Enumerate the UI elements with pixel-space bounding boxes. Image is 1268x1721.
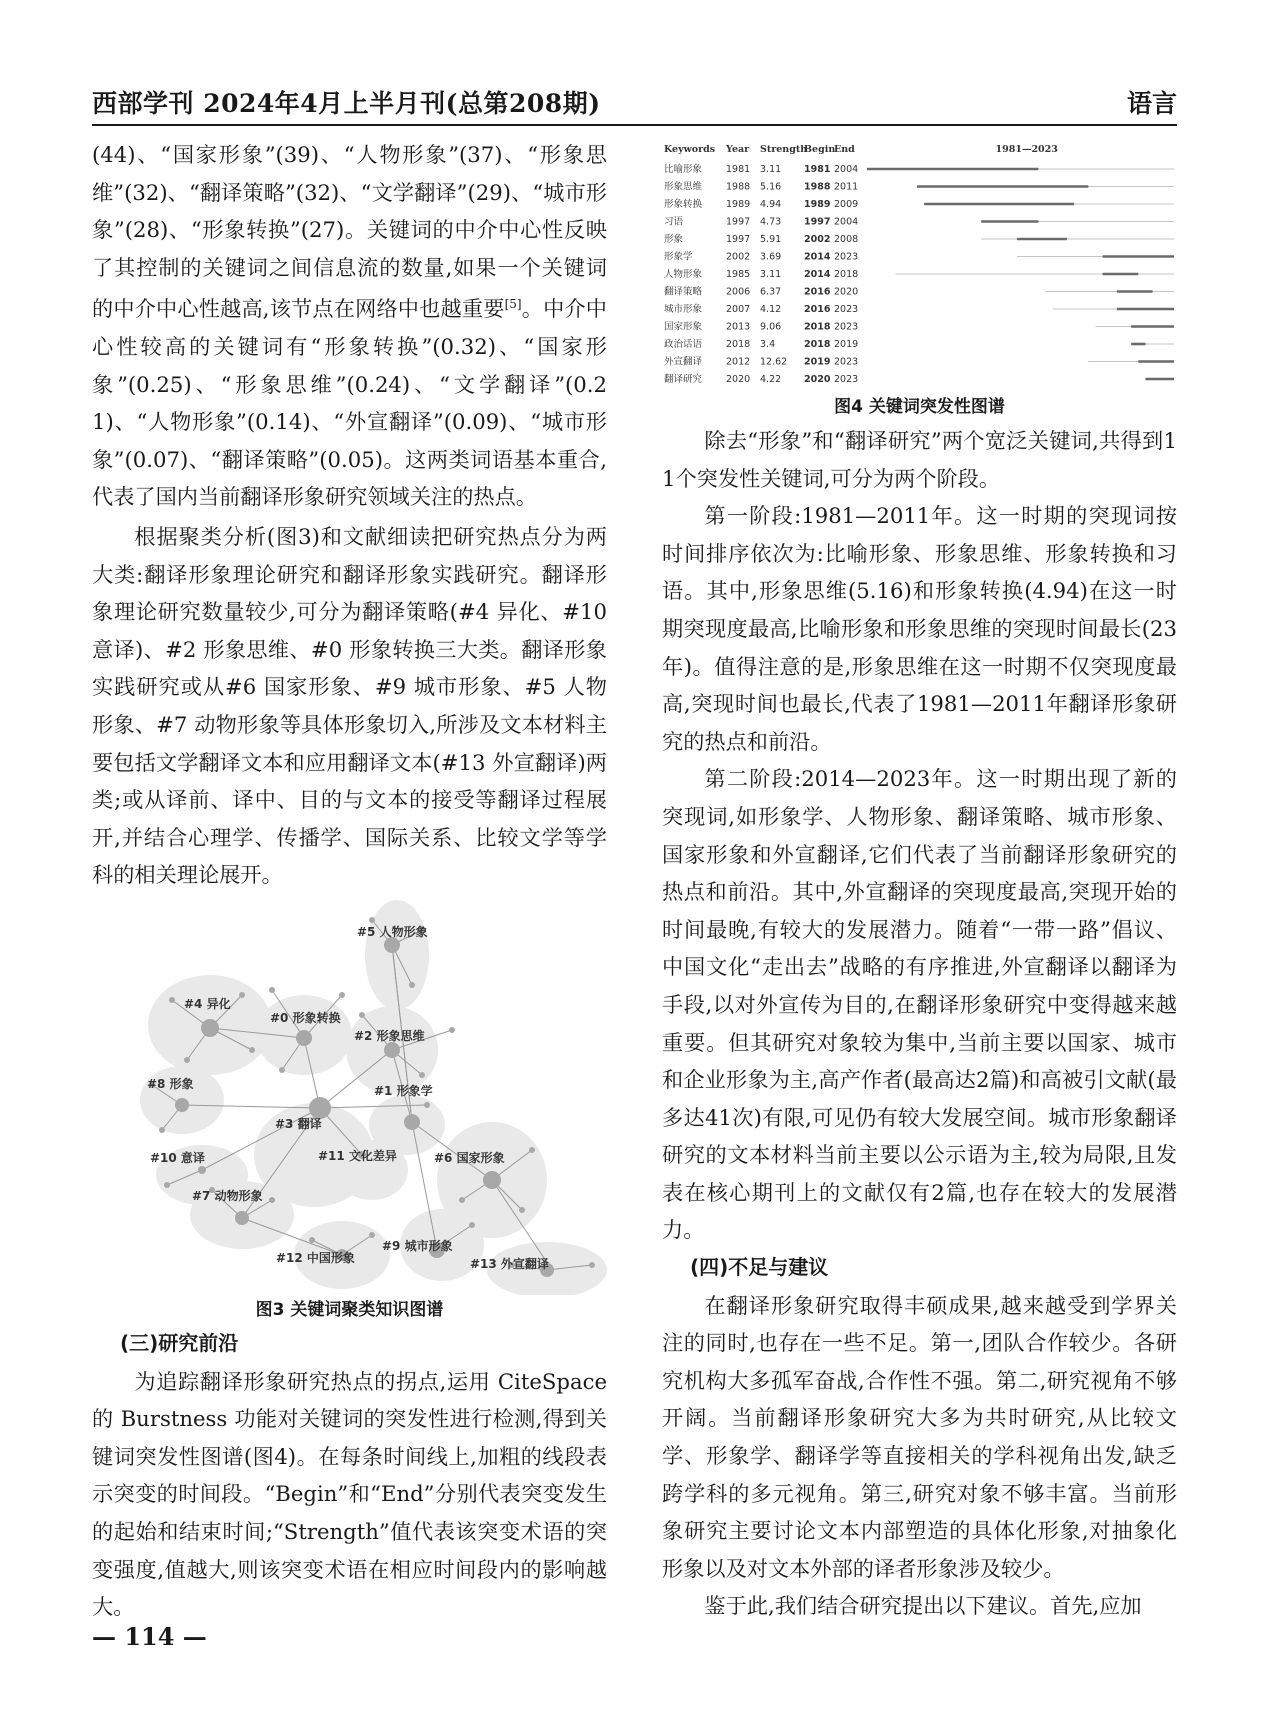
burst-keyword: 习语 [664,216,684,228]
burst-strength: 6.37 [760,286,782,298]
burst-header-cell: Begin [804,144,836,155]
burst-end: 2019 [834,339,859,350]
cluster-label: #11 文化差异 [318,1148,397,1163]
burst-keyword: 形象转换 [664,199,703,210]
burst-row [664,163,1174,175]
burst-end: 2023 [834,356,859,368]
cluster-label: #3 翻译 [275,1116,322,1131]
burst-year: 2018 [726,339,751,350]
paragraph: 第二阶段:2014—2023年。这一时期出现了新的突现词,如形象学、人物形象、翻译策略、城市形象、国家形象和外宣翻译,它们代表了当前翻译形象研究的热点和前沿。其中,外宣翻译的突现度最高,突现开始的时间最晚,有较大的发展潜力。随着“一带一路”倡议、中国文化“走出去”战略的有序推进,外宣翻译以翻译为手段,以对外宣传为目的,在翻译形象研究中变得越来越重要。但其研究对象较为集中,当前主要以国家、城市和企业形象为主,高产作者(最高达2篇)和高被引文献(最多达41次)有限,可见仍有较大发展空间。城市形象翻译研究的文本材料当前主要以公示语为主,较为局限,且发表在核心期刊上的文献仅有2篇,也存在较大的发展潜力。 [662,766,1177,1243]
burst-year: 1997 [726,216,751,228]
cluster-label: #8 形象 [147,1076,194,1091]
burst-year: 2020 [726,374,751,385]
burst-strength: 3.4 [760,339,776,350]
burst-end: 2004 [834,216,859,228]
section-label: 语言 [1126,89,1177,118]
cluster-label: #13 外宣翻译 [470,1256,549,1271]
figure-4-burst-table [662,140,1177,390]
burst-strength: 4.94 [760,199,782,210]
burst-year: 1985 [726,269,751,280]
text: (44)、“国家形象”(39)、“人物形象”(37)、“形象思维”(32)、“翻译策略”(32)、“文学翻译”(29)、“城市形象”(28)、“形象转换”(27)。关键词的中介中心性反映了其控制的关键词之间信息流的数量,如果一个关键词的中介中心性越高,该节点在网络中也越重要 [92,142,607,322]
burst-range-label: 1981—2023 [995,144,1058,155]
burst-strength: 3.11 [760,164,782,175]
burst-begin: 1981 [804,164,831,175]
burst-strength: 3.11 [760,269,782,280]
hub-node [296,1030,312,1046]
burst-strength: 5.91 [760,234,782,245]
burst-begin: 2018 [804,339,831,350]
burst-year: 2013 [726,321,751,333]
cluster-label: #1 形象学 [374,1083,433,1098]
burst-header-cell: Year [726,144,750,155]
subsection-heading: (三)研究前沿 [120,1330,239,1355]
burst-row [664,251,1174,263]
figure-3-caption: 图3 关键词聚类知识图谱 [255,1299,444,1320]
figure-3-cluster-map [92,900,607,1295]
page-number: — 114 — [92,1622,207,1651]
hub-node [175,1098,189,1112]
burst-keyword: 政治话语 [664,339,703,350]
burst-header-cell: End [834,144,855,155]
burst-begin: 2016 [804,286,831,298]
cluster-label: #0 形象转换 [270,1010,341,1025]
burst-strength: 5.16 [760,181,782,193]
burst-header-cell: Keywords [664,144,716,155]
subsection-heading: (四)不足与建议 [690,1255,829,1280]
burst-end: 2018 [834,269,859,280]
burst-end: 2011 [834,181,859,193]
paragraph: 在翻译形象研究取得丰硕成果,越来越受到学界关注的同时,也存在一些不足。第一,团队合作较少。各研究机构大多孤军奋战,合作性不强。第二,研究视角不够开阔。当前翻译形象研究大多为共时研究,从比较文学、形象学、翻译学等直接相关的学科视角出发,缺乏跨学科的多元视角。第三,研究对象不够丰富。当前形象研究主要讨论文本内部塑造的具体化形象,对抽象化形象以及对文本外部的译者形象涉及较少。 [662,1292,1177,1581]
page-header [92,82,1177,118]
paragraph: 为追踪翻译形象研究热点的拐点,运用 CiteSpace 的 Burstness 功能对关键词的突发性进行检测,得到关键词突发性图谱(图4)。在每条时间线上,加粗的线段表示突变的时间段。“Begin”和“End”分别代表突变发生的起始和结束时间;“Strength”值代表该突变术语的突变强度,值越大,则该突变术语在相应时间段内的影响越大。 [92,1368,607,1620]
hub-node [384,937,400,953]
burst-year: 1989 [726,199,751,210]
burst-end: 2023 [834,321,859,333]
reference-mark[interactable]: [5] [504,297,522,312]
burst-year: 2012 [726,356,751,368]
paragraph: 根据聚类分析(图3)和文献细读把研究热点分为两大类:翻译形象理论研究和翻译形象实践研究。翻译形象理论研究数量较少,可分为翻译策略(#4 异化、#10 意译)、#2 形象思维、#0 形象转换三大类。翻译形象实践研究或从#6 国家形象、#9 城市形象、#5 人物形象、#7 动物形象等具体形象切入,所涉及文本材料主要包括文学翻译文本和应用翻译文本(#13 外宣翻译)两类;或从译前、译中、目的与文本的接受等翻译过程展开,并结合心理学、传播学、国际关系、比较文学等学科的相关理论展开。 [92,524,607,888]
burst-year: 1997 [726,234,751,245]
hub-node [384,1042,400,1058]
burst-end: 2020 [834,286,859,298]
burst-end: 2023 [834,304,859,315]
burst-end: 2023 [834,251,859,263]
burst-keyword: 外宣翻译 [664,356,703,368]
hub-node [404,1114,420,1130]
burst-year: 1988 [726,181,751,193]
burst-row [664,321,1174,333]
journal-title: 西部学刊 2024年4月上半月刊(总第208期) [92,89,601,118]
hub-node [235,1211,249,1225]
cluster-label: #2 形象思维 [354,1028,425,1043]
cluster-label: #5 人物形象 [357,924,428,939]
burst-header-cell: Strength [760,144,808,155]
header-rule [92,124,1177,126]
burst-strength: 9.06 [760,321,782,333]
burst-row [664,338,1174,350]
burst-row [664,217,1174,228]
cluster-label: #7 动物形象 [192,1188,263,1203]
cluster-label: #9 城市形象 [382,1238,453,1253]
burst-keyword: 国家形象 [664,321,703,333]
burst-year: 2002 [726,251,751,263]
burst-year: 2006 [726,286,751,298]
burst-row [664,268,1174,280]
hub-node [483,1171,501,1189]
burst-end: 2023 [834,374,859,385]
burst-year: 2007 [726,304,751,315]
burst-begin: 1988 [804,181,831,193]
burst-row [664,286,1174,298]
burst-table-rows [664,163,1174,385]
burst-begin: 2019 [804,356,831,368]
cluster-label: #10 意译 [150,1150,205,1165]
burst-row [664,181,1174,193]
burst-keyword: 形象学 [664,251,693,263]
burst-begin: 2020 [804,374,831,385]
figure-4-caption: 图4 关键词突发性图谱 [834,397,1005,417]
burst-keyword: 人物形象 [664,269,703,280]
cluster-label: #6 国家形象 [434,1150,505,1165]
burst-table-header [664,144,1058,155]
burst-strength: 4.12 [760,304,782,315]
paragraph: 鉴于此,我们结合研究提出以下建议。首先,应加 [704,1593,1142,1619]
burst-begin: 2014 [804,269,831,280]
burst-row [664,233,1174,245]
cluster-label: #12 中国形象 [276,1250,355,1265]
burst-begin: 1989 [804,199,831,210]
burst-row [664,356,1174,368]
burst-row [664,373,1174,385]
burst-keyword: 翻译策略 [664,286,703,298]
burst-begin: 1997 [804,216,831,228]
burst-keyword: 翻译研究 [664,374,703,385]
hub-node [309,1097,331,1119]
burst-row [664,303,1174,315]
burst-begin: 2002 [804,234,831,245]
burst-keyword: 形象思维 [664,181,703,193]
burst-keyword: 形象 [664,234,684,245]
hub-node [201,1019,219,1037]
burst-end: 2009 [834,199,859,210]
burst-begin: 2014 [804,251,831,263]
burst-strength: 4.73 [760,216,782,228]
burst-end: 2004 [834,164,859,175]
paragraph [92,136,607,516]
left-column [92,136,607,1626]
burst-keyword: 城市形象 [664,304,703,315]
burst-end: 2008 [834,234,859,245]
paragraph: 除去“形象”和“翻译研究”两个宽泛关键词,共得到11个突发性关键词,可分为两个阶段。 [662,428,1177,491]
text: 。中介中心性较高的关键词有“形象转换”(0.32)、“国家形象”(0.25)、“形象思维”(0.24)、“文学翻译”(0.21)、“人物形象”(0.14)、“外宣翻译”(0.09)、“城市形象”(0.07)、“翻译策略”(0.05)。这两类词语基本重合,代表了国内当前翻译形象研究领域关注的热点。 [92,296,607,510]
burst-begin: 2016 [804,304,831,315]
burst-strength: 12.62 [760,356,788,368]
burst-strength: 3.69 [760,251,782,263]
right-column [662,140,1177,1625]
burst-keyword: 比喻形象 [664,164,703,175]
burst-strength: 4.22 [760,374,782,385]
cluster-label: #4 异化 [184,996,231,1011]
burst-begin: 2018 [804,321,831,333]
burst-row [664,198,1174,210]
burst-year: 1981 [726,164,751,175]
paragraph: 第一阶段:1981—2011年。这一时期的突现词按时间排序依次为:比喻形象、形象思维、形象转换和习语。其中,形象思维(5.16)和形象转换(4.94)在这一时期突现度最高,比喻形象和形象思维的突现时间最长(23年)。值得注意的是,形象思维在这一时期不仅突现度最高,突现时间也最长,代表了1981—2011年翻译形象研究的热点和前沿。 [662,503,1177,754]
